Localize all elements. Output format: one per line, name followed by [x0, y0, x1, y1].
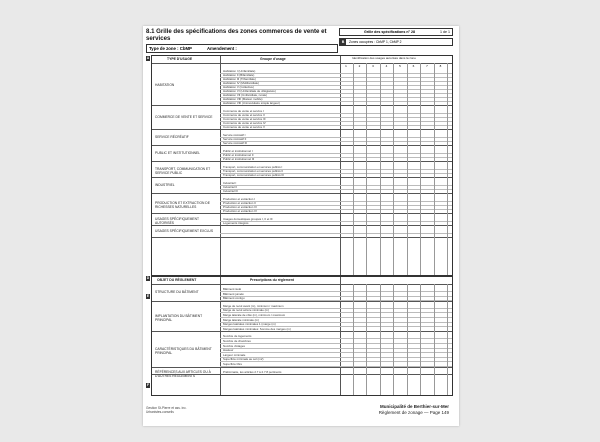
usage-item: Service récréatif II	[223, 137, 247, 141]
letter-badge-b: B	[341, 40, 345, 44]
rule-item: Largeur minimale	[223, 352, 246, 357]
groups-header: Groupe d'usage	[260, 57, 286, 61]
rule-item: Marge latérale de côté (m), minimum / maximum	[223, 313, 286, 317]
usage-item: Usages domestiques groupés I, II et III	[223, 217, 273, 221]
rule-item: Bâtiment isolé	[223, 287, 242, 291]
usage-item: Public et institutionnel I	[223, 149, 253, 153]
usage-group-label: TRANSPORT, COMMUNICATION ET SERVICE PUBLIC	[155, 167, 211, 175]
column-line	[447, 284, 448, 395]
usage-group-label: HABITATION	[155, 83, 175, 87]
rule-item: Hauteur	[223, 348, 234, 353]
usage-item: Commerce de vente et service IV	[223, 121, 266, 125]
usage-item: Habitation VIII (Maison mobile)	[223, 97, 263, 101]
amendement: Amendement :	[207, 46, 237, 51]
grid-header	[339, 28, 453, 36]
usage-item: Habitation VIII (Unimodulaire simple largeur)	[223, 101, 280, 105]
usage-grid	[151, 55, 453, 276]
column-line	[420, 284, 421, 395]
usage-group-label: PUBLIC ET INSTITUTIONNEL	[155, 151, 201, 155]
rule-item: Marges latérales minimales 1 (marge (m)	[223, 322, 276, 327]
column-line	[380, 284, 381, 395]
type-zone-bar	[146, 44, 338, 53]
usage-item: Service récréatif III	[223, 141, 248, 145]
column-line	[447, 63, 448, 275]
column-number: 3	[372, 64, 374, 68]
letter-badge-d: D	[146, 276, 150, 280]
usage-item: Habitation III (Trifamiliale)	[223, 77, 256, 81]
usage-item: Commerce de vente et service V	[223, 125, 265, 129]
page-label: 1 de 1	[440, 30, 450, 34]
column-line	[380, 63, 381, 275]
usage-item: Production et extraction I	[223, 197, 255, 201]
rule-item: Nombre de logements	[223, 334, 252, 339]
zones-occupied	[339, 38, 453, 46]
usage-item: Production et extraction III	[223, 205, 257, 209]
usage-item: Production et extraction II	[223, 201, 256, 205]
rule-item: Marge de recul avant (m), minimum / maximum	[223, 303, 284, 308]
usage-item: Industriel II	[223, 185, 238, 189]
column-number: 7	[426, 64, 428, 68]
page-title: 8.1 Grille des spécifications des zones commerces de vente et services	[146, 28, 327, 43]
letter-badge-f: F	[146, 383, 150, 387]
grid-label: Grille des spécifications n° 28	[364, 30, 415, 34]
rule-group-label: STRUCTURE DU BÂTIMENT	[155, 289, 199, 294]
usage-item: Habitation II (Bifamiliale)	[223, 73, 255, 77]
usage-item: Service récréatif I	[223, 133, 246, 137]
column-line	[393, 284, 394, 395]
column-line	[366, 63, 367, 275]
usage-item: Commerce de vente et service III	[223, 117, 266, 121]
column-line	[407, 63, 408, 275]
usage-item: Logements intégrés	[223, 221, 249, 225]
usage-group-label: SERVICE RÉCRÉATIF	[155, 135, 189, 139]
rule-item: Bâtiment jumelé	[223, 291, 244, 296]
usage-item: Habitation VI (Unifamiliale de villégiature)	[223, 89, 276, 93]
column-number: 6	[412, 64, 415, 68]
usage-group-label: PRODUCTION ET EXTRACTION DE RICHESSES NATURELLES	[155, 201, 210, 209]
usage-header: TYPE D'USAGE	[167, 57, 193, 61]
rule-item: Superficie minimale au sol (m2)	[223, 357, 264, 362]
rule-item: Superficie libre	[223, 362, 243, 366]
rule-item: Bâtiment contigu	[223, 296, 245, 301]
usage-group-label: USAGES SPÉCIFIQUEMENT AUTORISÉS	[155, 217, 199, 225]
rule-item: Nombre d'étages	[223, 343, 245, 348]
column-number: 4	[385, 64, 388, 68]
column-number: 8	[439, 64, 442, 68]
usage-item: Commerce de vente et service II	[223, 113, 265, 117]
usage-item: Habitation IV (Multifamiliale)	[223, 81, 259, 85]
column-line	[434, 284, 435, 395]
rule-group-label: CARACTÉRISTIQUES DU BÂTIMENT PRINCIPAL	[155, 346, 212, 355]
column-line	[393, 63, 394, 275]
usage-item: Transport, communication et services publics I	[223, 165, 283, 169]
rule-item: Marges latérales minimales: Somme des marges (m)	[223, 326, 291, 331]
ident-header: Identification des usages autorisés dans la zone	[352, 56, 416, 60]
zones-occupied-text: Zones occupées : CbMP 1, CbMP 2	[349, 40, 402, 44]
usage-item: Commerce de vente et service I	[223, 109, 264, 113]
document-page	[143, 26, 459, 426]
column-line	[407, 284, 408, 395]
usage-item: Public et institutionnel III	[223, 157, 255, 161]
usage-item: Habitation V (Collective)	[223, 85, 255, 89]
column-line	[420, 63, 421, 275]
column-line	[353, 63, 354, 275]
rule-group-label: RÉFÉRENCES AUX ARTICLES OU À D'AUTRES RÈGLEMENTS	[155, 369, 211, 378]
footer-left	[146, 406, 187, 415]
rule-group-label: IMPLANTATION DU BÂTIMENT PRINCIPAL	[155, 313, 203, 322]
letter-badge-e: E	[146, 294, 150, 298]
footer-right	[379, 404, 449, 415]
type-zone: Type de zone : CbMP	[149, 46, 192, 51]
rule-item: Marge latérale minimale (m)	[223, 317, 259, 322]
usage-item: Public et institutionnel II	[223, 153, 254, 157]
column-number: 1	[345, 64, 347, 68]
footer-firm-sub: Urbanistes-conseils	[146, 410, 174, 415]
usage-item: Transport, communication et services publics III	[223, 173, 284, 177]
column-line	[366, 284, 367, 395]
rules-obj-header: OBJET DU RÈGLEMENT	[157, 278, 197, 282]
usage-group-label: COMMERCE DE VENTE ET SERVICE	[155, 115, 213, 119]
usage-item: Industriel I	[223, 181, 237, 185]
column-line	[353, 284, 354, 395]
footer-firm: Gestion St-Pierre et ass. inc.	[146, 406, 187, 410]
column-number: 2	[358, 64, 361, 68]
usage-group-label: INDUSTRIEL	[155, 183, 175, 187]
rules-presc-header: Prescriptions du règlement	[250, 278, 294, 282]
usage-item: Industriel III	[223, 189, 238, 193]
usage-item: Habitation I (Unifamiliale)	[223, 69, 256, 73]
rule-item: Nombre de chambres	[223, 339, 251, 343]
footer-regulation: Règlement de zonage — Page 149	[378, 409, 449, 415]
footer-municipality: Municipalité de Berthier-sur-Mer	[379, 404, 449, 409]
usage-item: Production et extraction IV	[223, 209, 257, 213]
rule-item: Marge de recul arrière minimale (m)	[223, 308, 269, 313]
usage-item: Habitation VII (Unifamiliale, rurale)	[223, 93, 268, 97]
rule-item: Préliminaire, les articles 2.7 à 2.7.8 pertinents	[223, 369, 282, 374]
column-line	[434, 63, 435, 275]
column-number: 5	[399, 64, 401, 68]
usage-item: Transport, communication et services publics II	[223, 169, 284, 173]
letter-badge-a: A	[146, 56, 150, 60]
rules-grid	[151, 276, 453, 396]
usage-group-label: USAGES SPÉCIFIQUEMENT EXCLUS	[155, 229, 214, 233]
